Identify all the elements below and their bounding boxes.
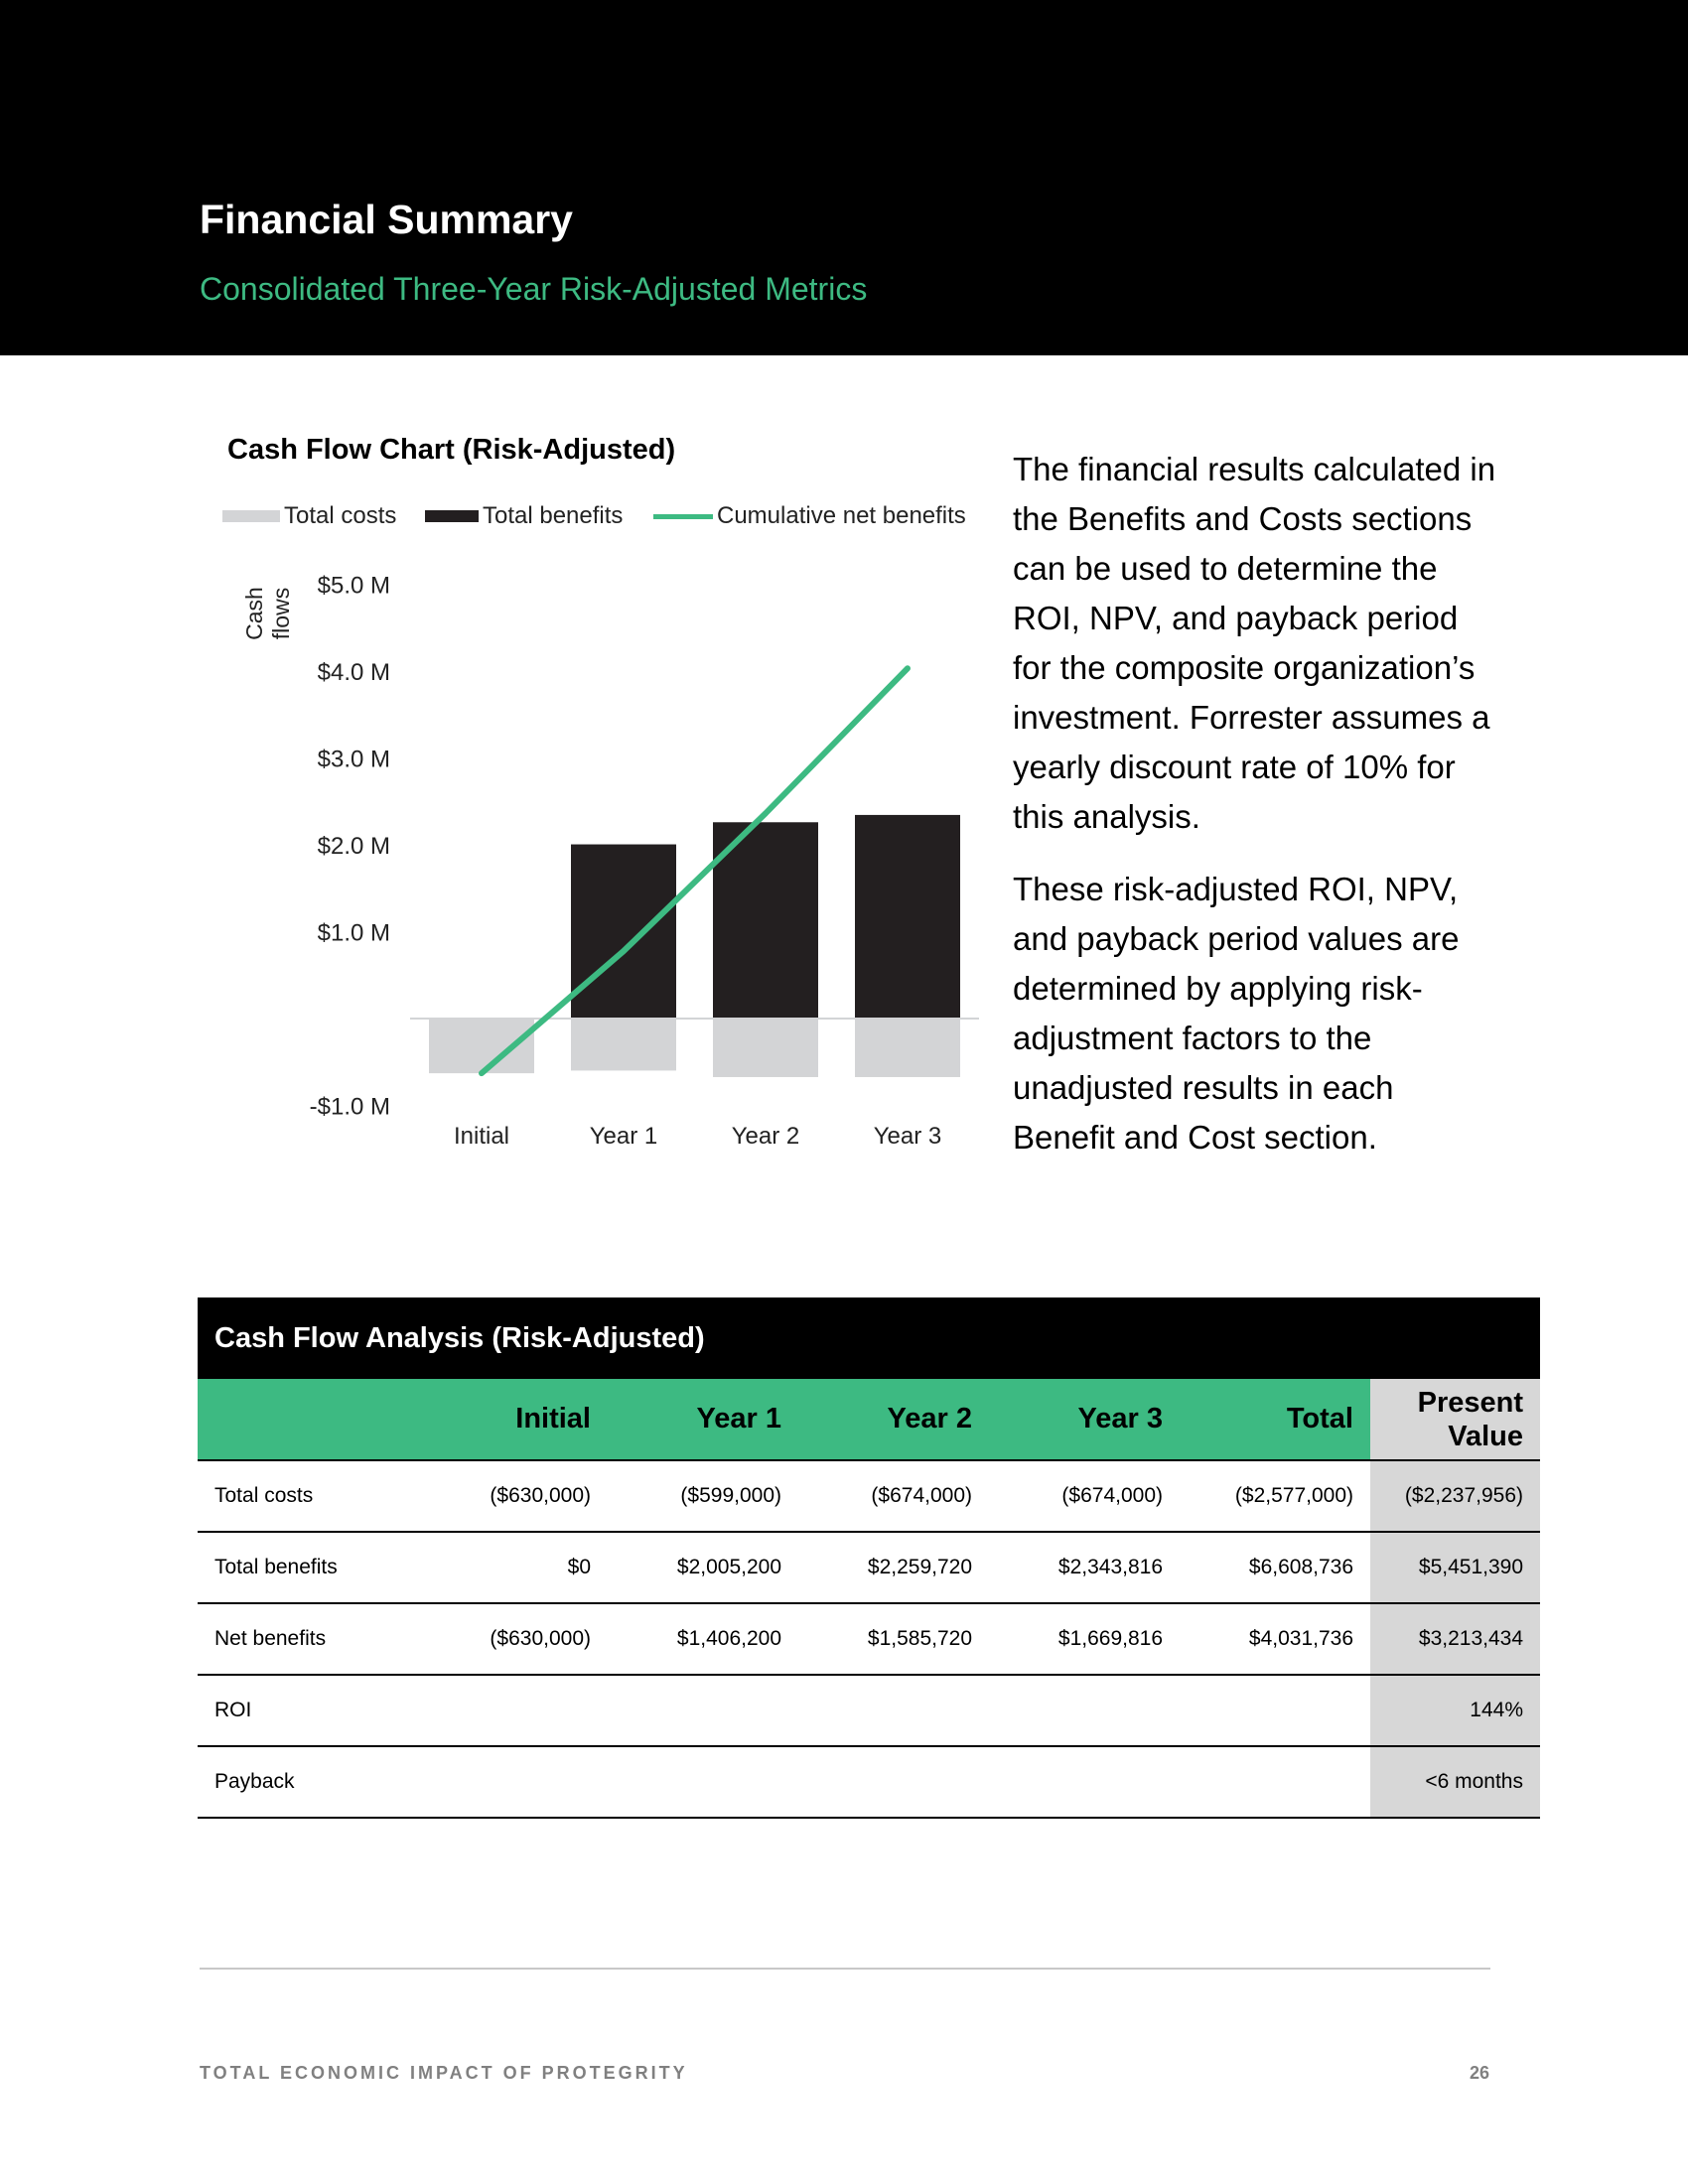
- page-title: Financial Summary: [200, 197, 573, 242]
- legend-label-cumulative-net-benefits: Cumulative net benefits: [717, 502, 966, 529]
- legend-item-total-benefits: [425, 502, 623, 530]
- table-header-row: [198, 1379, 1540, 1460]
- table-cell: ($630,000): [417, 1603, 608, 1675]
- table-cell: [417, 1675, 608, 1746]
- chart-title: Cash Flow Chart (Risk-Adjusted): [227, 434, 676, 466]
- table-cell: ($674,000): [989, 1460, 1180, 1532]
- y-tick-label: $4.0 M: [317, 659, 390, 686]
- table-cell: $0: [417, 1532, 608, 1603]
- table-cell: $1,669,816: [989, 1603, 1180, 1675]
- column-header-label: [198, 1379, 417, 1460]
- column-header-year-3: Year 3: [989, 1379, 1180, 1460]
- y-tick-label: $2.0 M: [317, 833, 390, 860]
- body-paragraph-2: These risk-adjusted ROI, NPV, and payback period values are determined by applying risk-adjustment factors to the unadjusted results in each Benefit and Cost section.: [1013, 871, 1460, 1156]
- table-cell: [989, 1746, 1180, 1818]
- footer-divider: [200, 1968, 1490, 1970]
- table-cell: [1180, 1746, 1370, 1818]
- column-header-initial: Initial: [417, 1379, 608, 1460]
- body-paragraph-1: The financial results calculated in the Benefits and Costs sections can be used to determine the ROI, NPV, and payback period for the composite organization’s investment. Forrester assumes a yearly discount rate of 10% for this analysis.: [1013, 451, 1496, 835]
- table-cell: [798, 1746, 989, 1818]
- bar-total-costs: [855, 1019, 960, 1077]
- page-header: [0, 0, 1688, 355]
- table-cell: [608, 1746, 798, 1818]
- line-cumulative-net-benefits: [482, 668, 908, 1073]
- row-label: Total costs: [198, 1460, 417, 1532]
- x-tick-label: Year 3: [873, 1123, 942, 1150]
- y-axis-title-line-1: Cash: [241, 587, 267, 640]
- table-cell: ($2,577,000): [1180, 1460, 1370, 1532]
- legend-swatch-cumulative-net-benefits: [653, 514, 713, 519]
- table-row: [198, 1675, 1540, 1746]
- cash-flow-chart: [228, 556, 993, 1161]
- body-text: [1013, 445, 1499, 1185]
- table-row: [198, 1746, 1540, 1818]
- x-tick-label: Initial: [453, 1123, 510, 1150]
- table-cell: $2,343,816: [989, 1532, 1180, 1603]
- y-tick-label: -$1.0 M: [309, 1093, 390, 1121]
- column-header-year-1: Year 1: [608, 1379, 798, 1460]
- table-cell: $2,005,200: [608, 1532, 798, 1603]
- cash-flow-table: [198, 1297, 1540, 1819]
- bar-total-benefits: [855, 815, 960, 1019]
- table-cell: [798, 1675, 989, 1746]
- table-cell: $1,406,200: [608, 1603, 798, 1675]
- column-header-total: Total: [1180, 1379, 1370, 1460]
- present-value-cell: $3,213,434: [1370, 1603, 1540, 1675]
- y-tick-label: $1.0 M: [317, 919, 390, 947]
- table-cell: ($599,000): [608, 1460, 798, 1532]
- table-cell: $6,608,736: [1180, 1532, 1370, 1603]
- legend-label-total-benefits: Total benefits: [483, 502, 624, 529]
- table-cell: $2,259,720: [798, 1532, 989, 1603]
- column-header-present-value: Present Value: [1370, 1379, 1540, 1460]
- present-value-cell: 144%: [1370, 1675, 1540, 1746]
- y-tick-label: $3.0 M: [317, 746, 390, 773]
- y-axis-title-line-2: flows: [268, 587, 294, 640]
- table-title-row: [198, 1297, 1540, 1379]
- column-header-year-2: Year 2: [798, 1379, 989, 1460]
- bar-total-benefits: [571, 845, 676, 1019]
- table-cell: ($674,000): [798, 1460, 989, 1532]
- x-tick-label: Year 1: [589, 1123, 658, 1150]
- table-cell: ($630,000): [417, 1460, 608, 1532]
- present-value-cell: $5,451,390: [1370, 1532, 1540, 1603]
- legend-item-cumulative-net-benefits: [653, 502, 966, 530]
- x-tick-label: Year 2: [731, 1123, 800, 1150]
- row-label: Total benefits: [198, 1532, 417, 1603]
- table-cell: $4,031,736: [1180, 1603, 1370, 1675]
- bar-total-costs: [429, 1019, 534, 1073]
- row-label: Net benefits: [198, 1603, 417, 1675]
- table-cell: [1180, 1675, 1370, 1746]
- y-tick-label: $5.0 M: [317, 572, 390, 600]
- legend-swatch-total-benefits: [425, 510, 479, 522]
- present-value-cell: ($2,237,956): [1370, 1460, 1540, 1532]
- table-cell: [989, 1675, 1180, 1746]
- table-row: [198, 1603, 1540, 1675]
- row-label: Payback: [198, 1746, 417, 1818]
- table-cell: $1,585,720: [798, 1603, 989, 1675]
- table-row: [198, 1460, 1540, 1532]
- table-row: [198, 1532, 1540, 1603]
- bar-total-costs: [713, 1019, 818, 1077]
- table-cell: [608, 1675, 798, 1746]
- present-value-cell: <6 months: [1370, 1746, 1540, 1818]
- footer-report-title: TOTAL ECONOMIC IMPACT OF PROTEGRITY: [200, 2063, 688, 2083]
- bar-total-costs: [571, 1019, 676, 1070]
- table-cell: [417, 1746, 608, 1818]
- page-subtitle: Consolidated Three-Year Risk-Adjusted Metrics: [200, 271, 868, 307]
- row-label: ROI: [198, 1675, 417, 1746]
- legend-label-total-costs: Total costs: [284, 502, 397, 529]
- legend-item-total-costs: [222, 502, 396, 530]
- legend-swatch-total-costs: [222, 510, 280, 522]
- table-title: Cash Flow Analysis (Risk-Adjusted): [214, 1321, 705, 1354]
- page-number: 26: [1469, 2063, 1489, 2083]
